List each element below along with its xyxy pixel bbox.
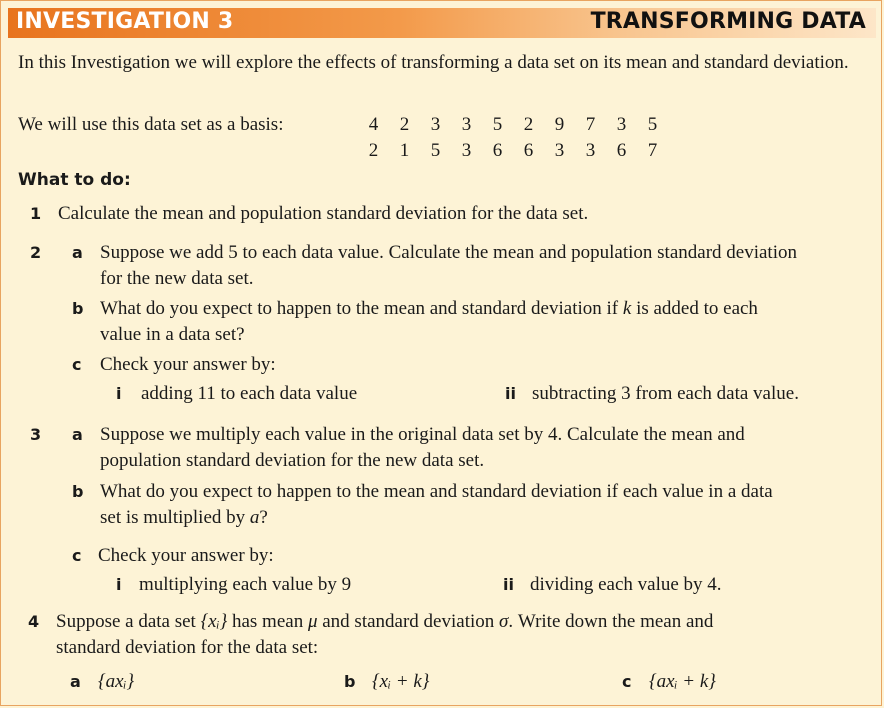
investigation-title: INVESTIGATION 3	[16, 9, 234, 34]
question-2c-text: Check your answer by:	[100, 354, 276, 375]
dataset-value: 3	[554, 140, 565, 161]
dataset-value: 5	[492, 114, 503, 135]
question-4a-label: a	[70, 672, 81, 691]
question-2c-label: c	[72, 355, 82, 374]
question-4b-label: b	[344, 672, 356, 691]
dataset-value: 2	[368, 140, 379, 161]
question-3c-ii-text: dividing each value by 4.	[530, 574, 722, 595]
dataset-value: 1	[399, 140, 410, 161]
question-3c-label: c	[72, 546, 82, 565]
question-1-text: Calculate the mean and population standard deviation for the data set.	[58, 203, 589, 224]
dataset-value: 6	[523, 140, 534, 161]
question-2-number: 2	[30, 243, 42, 262]
dataset-value: 3	[585, 140, 596, 161]
dataset-value: 7	[647, 140, 658, 161]
dataset-value: 3	[461, 140, 472, 161]
question-3a-label: a	[72, 425, 83, 444]
question-2a-line2: for the new data set.	[100, 268, 254, 289]
question-3b-label: b	[72, 482, 84, 501]
question-2a-label: a	[72, 243, 83, 262]
dataset-value: 5	[647, 114, 658, 135]
header-bar	[8, 8, 876, 38]
question-3c-ii-label: ii	[503, 575, 514, 594]
question-2c-ii-text: subtracting 3 from each data value.	[532, 383, 799, 404]
question-2b-line2: value in a data set?	[100, 324, 245, 345]
dataset-row	[358, 138, 668, 164]
question-4-line1: Suppose a data set {xᵢ} has mean μ and standard deviation σ. Write down the mean and	[56, 611, 714, 632]
question-1-number: 1	[30, 204, 42, 223]
question-2c-i-label: i	[116, 384, 122, 403]
dataset-row	[358, 112, 668, 138]
question-2b-label: b	[72, 299, 84, 318]
dataset-value: 2	[523, 114, 534, 135]
dataset-value: 3	[616, 114, 627, 135]
question-4a-expression: {axᵢ}	[98, 671, 135, 692]
question-3c-i-label: i	[116, 575, 122, 594]
question-3a-line1: Suppose we multiply each value in the original data set by 4. Calculate the mean and	[100, 424, 745, 445]
question-3-number: 3	[30, 425, 42, 444]
dataset-value: 3	[461, 114, 472, 135]
question-3b-line1: What do you expect to happen to the mean and standard deviation if each value in a data	[100, 481, 773, 502]
dataset-value: 6	[616, 140, 627, 161]
dataset-value: 2	[399, 114, 410, 135]
dataset-value: 9	[554, 114, 565, 135]
dataset-value: 3	[430, 114, 441, 135]
question-4c-expression: {axᵢ + k}	[649, 671, 716, 692]
question-2c-i-text: adding 11 to each data value	[141, 383, 358, 404]
investigation-topic: TRANSFORMING DATA	[590, 9, 866, 34]
question-3a-line2: population standard deviation for the new data set.	[100, 450, 485, 471]
question-4b-expression: {xᵢ + k}	[372, 671, 430, 692]
question-4-number: 4	[28, 612, 40, 631]
question-3b-line2: set is multiplied by a?	[100, 507, 268, 528]
question-2b-line1: What do you expect to happen to the mean and standard deviation if k is added to each	[100, 298, 758, 319]
dataset-table	[358, 112, 668, 164]
question-4-line2: standard deviation for the data set:	[56, 637, 319, 658]
question-4c-label: c	[622, 672, 632, 691]
intro-text: In this Investigation we will explore the effects of transforming a data set on its mean and standard deviation.	[18, 52, 849, 73]
question-3c-i-text: multiplying each value by 9	[139, 574, 352, 595]
question-2c-ii-label: ii	[505, 384, 516, 403]
dataset-value: 4	[368, 114, 379, 135]
dataset-value: 5	[430, 140, 441, 161]
question-3c-text: Check your answer by:	[98, 545, 274, 566]
what-to-do-heading: What to do:	[18, 170, 131, 190]
question-2a-line1: Suppose we add 5 to each data value. Calculate the mean and population standard deviation	[100, 242, 797, 263]
dataset-value: 7	[585, 114, 596, 135]
dataset-label: We will use this data set as a basis:	[18, 114, 284, 135]
dataset-value: 6	[492, 140, 503, 161]
